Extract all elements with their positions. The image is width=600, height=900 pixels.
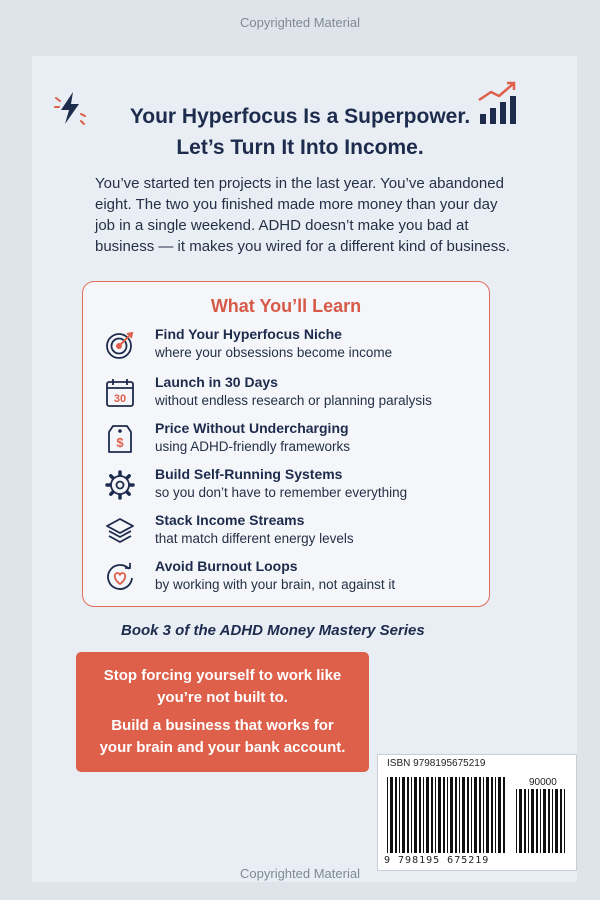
- learn-item: [101, 464, 481, 508]
- learn-item-title: Avoid Burnout Loops: [155, 558, 298, 574]
- calendar-icon: [105, 378, 135, 408]
- headline-line-1: Your Hyperfocus Is a Superpower.: [129, 105, 471, 128]
- svg-text:$: $: [116, 435, 124, 450]
- cta-line-4: your brain and your bank account.: [99, 739, 346, 756]
- series-label: Book 3 of the ADHD Money Mastery Series: [121, 622, 425, 639]
- learn-item-desc: where your obsessions become income: [155, 345, 393, 360]
- learn-item-title: Stack Income Streams: [155, 512, 305, 528]
- learn-item-title: Find Your Hyperfocus Niche: [155, 326, 342, 342]
- learn-item-title: Launch in 30 Days: [155, 374, 278, 390]
- price-tag-icon: [105, 424, 135, 454]
- what-youll-learn-box: [82, 281, 490, 607]
- learn-item: [101, 556, 481, 600]
- isbn-barcode: [377, 754, 577, 871]
- call-to-action-box: [76, 652, 369, 772]
- intro-paragraph: You’ve started ten projects in the last year. You’ve abandoned eight. The two you finished made more money than your day job in a single weekend. ADHD doesn’t make you bad at business — it makes you wired for a different kind of business.: [95, 175, 510, 255]
- isbn-digits: 9 798195 675219: [384, 855, 490, 866]
- learn-item-desc: that match different energy levels: [155, 531, 354, 546]
- learn-item-desc: so you don’t have to remember everything: [155, 485, 408, 500]
- target-icon: [105, 330, 135, 360]
- cta-line-2: you’re not built to.: [157, 689, 288, 706]
- calendar-badge: 30: [113, 393, 127, 405]
- learn-title: What You’ll Learn: [210, 296, 362, 316]
- learn-item-desc: using ADHD-friendly frameworks: [155, 439, 351, 454]
- learn-item: [101, 418, 481, 462]
- heart-cycle-icon: [105, 562, 135, 592]
- learn-item-desc: without endless research or planning paralysis: [155, 393, 432, 408]
- copyright-watermark-top: Copyrighted Material: [240, 15, 360, 30]
- learn-item: [101, 372, 481, 416]
- learn-item-desc: by working with your brain, not against it: [155, 577, 396, 592]
- headline-line-2: Let’s Turn It Into Income.: [176, 136, 424, 159]
- isbn-label: ISBN 9798195675219: [387, 758, 486, 769]
- copyright-watermark-bottom: Copyrighted Material: [240, 866, 360, 881]
- learn-item-title: Build Self-Running Systems: [155, 466, 343, 482]
- cta-line-3: Build a business that works for: [111, 717, 334, 734]
- learn-item-title: Price Without Undercharging: [155, 420, 349, 436]
- price-code: 90000: [529, 777, 557, 788]
- learn-item: [101, 510, 481, 554]
- learn-item: [101, 324, 481, 368]
- cta-line-1: Stop forcing yourself to work like: [103, 667, 342, 684]
- barcode-addon-bars-icon: [516, 789, 568, 853]
- barcode-bars-icon: [387, 777, 507, 853]
- layers-icon: [105, 516, 135, 546]
- gear-icon: [105, 470, 135, 500]
